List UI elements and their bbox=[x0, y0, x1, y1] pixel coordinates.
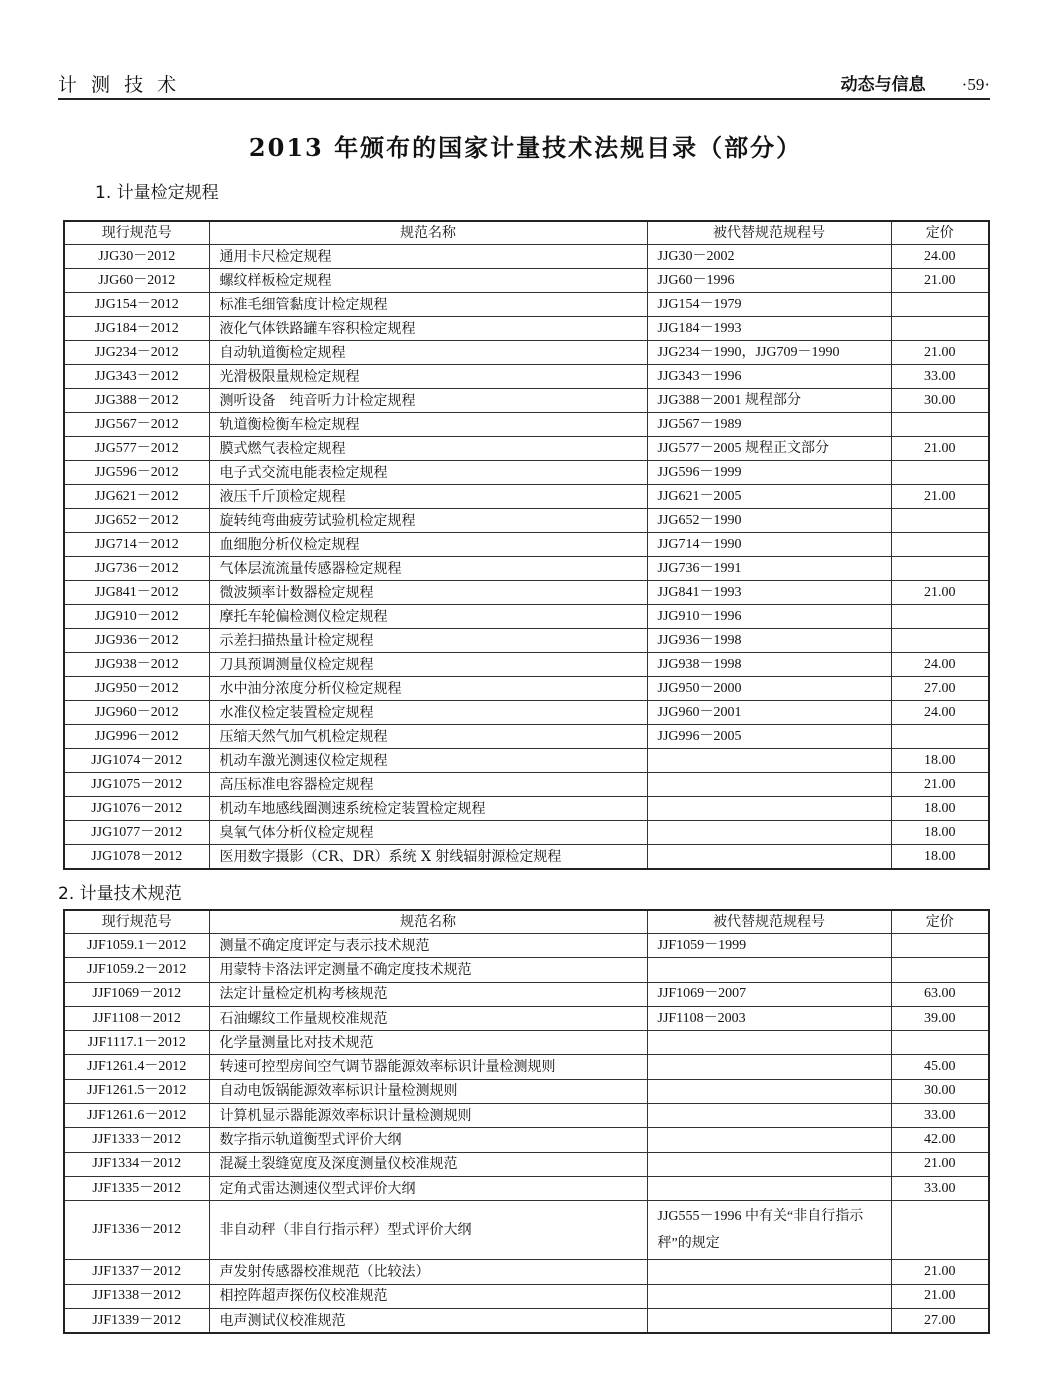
cell-code: JJG950－2012 bbox=[64, 677, 209, 701]
cell-code: JJG841－2012 bbox=[64, 581, 209, 605]
table-row bbox=[64, 581, 989, 605]
cell-price: 21.00 bbox=[891, 581, 989, 605]
cell-code: JJG30－2012 bbox=[64, 245, 209, 269]
table-row bbox=[64, 845, 989, 870]
cell-name: 自动电饭锅能源效率标识计量检测规则 bbox=[209, 1079, 647, 1103]
cell-price bbox=[891, 629, 989, 653]
cell-name: 压缩天然气加气机检定规程 bbox=[209, 725, 647, 749]
table-row bbox=[64, 677, 989, 701]
cell-code: JJF1335－2012 bbox=[64, 1176, 209, 1200]
cell-price: 21.00 bbox=[891, 437, 989, 461]
cell-name: 轨道衡检衡车检定规程 bbox=[209, 413, 647, 437]
cell-replaced: JJG555－1996 中有关“非自行指示秤”的规定 bbox=[647, 1201, 891, 1260]
cell-price: 24.00 bbox=[891, 653, 989, 677]
cell-code: JJF1337－2012 bbox=[64, 1260, 209, 1284]
cell-code: JJG154－2012 bbox=[64, 293, 209, 317]
table-row bbox=[64, 982, 989, 1006]
cell-price bbox=[891, 533, 989, 557]
table-row bbox=[64, 485, 989, 509]
cell-code: JJG1078－2012 bbox=[64, 845, 209, 870]
table-row bbox=[64, 341, 989, 365]
cell-name: 水准仪检定装置检定规程 bbox=[209, 701, 647, 725]
cell-code: JJG234－2012 bbox=[64, 341, 209, 365]
table-row bbox=[64, 1308, 989, 1333]
col-header-code: 现行规范号 bbox=[64, 910, 209, 934]
cell-replaced bbox=[647, 958, 891, 982]
cell-code: JJG996－2012 bbox=[64, 725, 209, 749]
cell-name: 声发射传感器校准规范（比较法） bbox=[209, 1260, 647, 1284]
cell-name: 测听设备 纯音听力计检定规程 bbox=[209, 389, 647, 413]
cell-price bbox=[891, 509, 989, 533]
cell-name: 膜式燃气表检定规程 bbox=[209, 437, 647, 461]
cell-code: JJG1076－2012 bbox=[64, 797, 209, 821]
cell-replaced: JJG577－2005 规程正文部分 bbox=[647, 437, 891, 461]
cell-price bbox=[891, 605, 989, 629]
cell-replaced: JJG60－1996 bbox=[647, 269, 891, 293]
table-row bbox=[64, 269, 989, 293]
cell-price: 18.00 bbox=[891, 821, 989, 845]
cell-price: 33.00 bbox=[891, 1104, 989, 1128]
cell-price: 33.00 bbox=[891, 365, 989, 389]
cell-replaced: JJG960－2001 bbox=[647, 701, 891, 725]
cell-code: JJG910－2012 bbox=[64, 605, 209, 629]
table-header-row bbox=[64, 910, 989, 934]
page-number: ·59· bbox=[961, 75, 990, 94]
table-row bbox=[64, 797, 989, 821]
table-row bbox=[64, 413, 989, 437]
cell-replaced: JJG652－1990 bbox=[647, 509, 891, 533]
table-row bbox=[64, 821, 989, 845]
cell-replaced bbox=[647, 1128, 891, 1152]
cell-name: 数字指示轨道衡型式评价大纲 bbox=[209, 1128, 647, 1152]
cell-price: 45.00 bbox=[891, 1055, 989, 1079]
cell-replaced: JJG936－1998 bbox=[647, 629, 891, 653]
cell-code: JJG567－2012 bbox=[64, 413, 209, 437]
cell-name: 计算机显示器能源效率标识计量检测规则 bbox=[209, 1104, 647, 1128]
cell-price: 24.00 bbox=[891, 701, 989, 725]
table-row bbox=[64, 1006, 989, 1030]
cell-replaced: JJF1108－2003 bbox=[647, 1006, 891, 1030]
cell-code: JJG1077－2012 bbox=[64, 821, 209, 845]
cell-price bbox=[891, 1031, 989, 1055]
running-header bbox=[58, 70, 990, 96]
cell-code: JJF1059.1－2012 bbox=[64, 934, 209, 958]
cell-replaced: JJG938－1998 bbox=[647, 653, 891, 677]
cell-code: JJG1075－2012 bbox=[64, 773, 209, 797]
cell-replaced: JJG30－2002 bbox=[647, 245, 891, 269]
col-header-name: 规范名称 bbox=[209, 221, 647, 245]
cell-replaced: JJG910－1996 bbox=[647, 605, 891, 629]
cell-replaced bbox=[647, 821, 891, 845]
table-row bbox=[64, 958, 989, 982]
cell-price: 21.00 bbox=[891, 1152, 989, 1176]
cell-replaced bbox=[647, 1176, 891, 1200]
cell-name: 定角式雷达测速仪型式评价大纲 bbox=[209, 1176, 647, 1200]
table-row bbox=[64, 1079, 989, 1103]
table-row bbox=[64, 389, 989, 413]
page-title: 2013 年颁布的国家计量技术法规目录（部分） bbox=[248, 133, 803, 162]
table-row bbox=[64, 365, 989, 389]
cell-replaced: JJF1069－2007 bbox=[647, 982, 891, 1006]
cell-code: JJG388－2012 bbox=[64, 389, 209, 413]
cell-code: JJF1108－2012 bbox=[64, 1006, 209, 1030]
cell-replaced: JJG596－1999 bbox=[647, 461, 891, 485]
table-row bbox=[64, 1284, 989, 1308]
verification-regulations-table bbox=[63, 220, 990, 870]
cell-code: JJF1261.6－2012 bbox=[64, 1104, 209, 1128]
cell-name: 通用卡尺检定规程 bbox=[209, 245, 647, 269]
cell-replaced bbox=[647, 1152, 891, 1176]
table-row bbox=[64, 533, 989, 557]
cell-replaced bbox=[647, 1031, 891, 1055]
cell-code: JJF1338－2012 bbox=[64, 1284, 209, 1308]
cell-name: 液化气体铁路罐车容积检定规程 bbox=[209, 317, 647, 341]
cell-code: JJF1333－2012 bbox=[64, 1128, 209, 1152]
cell-price bbox=[891, 934, 989, 958]
cell-code: JJG577－2012 bbox=[64, 437, 209, 461]
cell-price: 21.00 bbox=[891, 1284, 989, 1308]
cell-replaced: JJG567－1989 bbox=[647, 413, 891, 437]
table-body bbox=[64, 245, 989, 870]
cell-price: 30.00 bbox=[891, 1079, 989, 1103]
cell-code: JJF1059.2－2012 bbox=[64, 958, 209, 982]
cell-name: 高压标准电容器检定规程 bbox=[209, 773, 647, 797]
table-row bbox=[64, 749, 989, 773]
cell-replaced: JJG950－2000 bbox=[647, 677, 891, 701]
cell-code: JJG652－2012 bbox=[64, 509, 209, 533]
cell-replaced: JJG388－2001 规程部分 bbox=[647, 389, 891, 413]
table-row bbox=[64, 701, 989, 725]
cell-code: JJG714－2012 bbox=[64, 533, 209, 557]
cell-replaced: JJG154－1979 bbox=[647, 293, 891, 317]
cell-price bbox=[891, 293, 989, 317]
section-heading-technical: 2. 计量技术规范 bbox=[58, 884, 182, 904]
cell-name: 测量不确定度评定与表示技术规范 bbox=[209, 934, 647, 958]
cell-name: 电子式交流电能表检定规程 bbox=[209, 461, 647, 485]
cell-price: 18.00 bbox=[891, 749, 989, 773]
cell-name: 医用数字摄影（CR、DR）系统 X 射线辐射源检定规程 bbox=[209, 845, 647, 870]
col-header-price: 定价 bbox=[891, 910, 989, 934]
cell-code: JJF1117.1－2012 bbox=[64, 1031, 209, 1055]
cell-price: 21.00 bbox=[891, 269, 989, 293]
cell-name: 转速可控型房间空气调节器能源效率标识计量检测规则 bbox=[209, 1055, 647, 1079]
cell-name: 法定计量检定机构考核规范 bbox=[209, 982, 647, 1006]
cell-code: JJG1074－2012 bbox=[64, 749, 209, 773]
technical-specifications-table bbox=[63, 909, 990, 1334]
table-row bbox=[64, 1152, 989, 1176]
cell-code: JJF1334－2012 bbox=[64, 1152, 209, 1176]
cell-code: JJF1261.4－2012 bbox=[64, 1055, 209, 1079]
table-row bbox=[64, 1128, 989, 1152]
table-row bbox=[64, 653, 989, 677]
cell-price: 33.00 bbox=[891, 1176, 989, 1200]
section-name: 动态与信息 bbox=[840, 75, 926, 95]
cell-replaced: JJG621－2005 bbox=[647, 485, 891, 509]
cell-replaced bbox=[647, 1055, 891, 1079]
cell-replaced: JJG343－1996 bbox=[647, 365, 891, 389]
cell-name: 非自动秤（非自行指示秤）型式评价大纲 bbox=[209, 1201, 647, 1260]
table-row bbox=[64, 509, 989, 533]
cell-name: 混凝土裂缝宽度及深度测量仪校准规范 bbox=[209, 1152, 647, 1176]
cell-name: 机动车地感线圈测速系统检定装置检定规程 bbox=[209, 797, 647, 821]
cell-name: 液压千斤顶检定规程 bbox=[209, 485, 647, 509]
header-rule bbox=[58, 98, 990, 100]
cell-code: JJG343－2012 bbox=[64, 365, 209, 389]
cell-price: 18.00 bbox=[891, 797, 989, 821]
cell-replaced bbox=[647, 1284, 891, 1308]
table-row bbox=[64, 934, 989, 958]
cell-code: JJG60－2012 bbox=[64, 269, 209, 293]
cell-code: JJF1336－2012 bbox=[64, 1201, 209, 1260]
table-row bbox=[64, 605, 989, 629]
cell-name: 机动车激光测速仪检定规程 bbox=[209, 749, 647, 773]
cell-name: 示差扫描热量计检定规程 bbox=[209, 629, 647, 653]
table-row bbox=[64, 293, 989, 317]
cell-code: JJF1261.5－2012 bbox=[64, 1079, 209, 1103]
cell-replaced bbox=[647, 845, 891, 870]
cell-name: 臭氧气体分析仪检定规程 bbox=[209, 821, 647, 845]
table-row bbox=[64, 1104, 989, 1128]
col-header-name: 规范名称 bbox=[209, 910, 647, 934]
col-header-replaced: 被代替规范规程号 bbox=[647, 221, 891, 245]
table-row bbox=[64, 437, 989, 461]
cell-code: JJF1069－2012 bbox=[64, 982, 209, 1006]
cell-name: 标准毛细管黏度计检定规程 bbox=[209, 293, 647, 317]
cell-replaced: JJG996－2005 bbox=[647, 725, 891, 749]
cell-replaced: JJF1059－1999 bbox=[647, 934, 891, 958]
cell-price: 30.00 bbox=[891, 389, 989, 413]
table-row bbox=[64, 245, 989, 269]
cell-price bbox=[891, 725, 989, 749]
cell-price: 63.00 bbox=[891, 982, 989, 1006]
section-heading-verification: 1. 计量检定规程 bbox=[95, 183, 219, 203]
cell-replaced bbox=[647, 773, 891, 797]
table-row bbox=[64, 1260, 989, 1284]
cell-name: 螺纹样板检定规程 bbox=[209, 269, 647, 293]
cell-name: 摩托车轮偏检测仪检定规程 bbox=[209, 605, 647, 629]
cell-name: 石油螺纹工作量规校准规范 bbox=[209, 1006, 647, 1030]
cell-name: 用蒙特卡洛法评定测量不确定度技术规范 bbox=[209, 958, 647, 982]
table-row bbox=[64, 461, 989, 485]
cell-code: JJG960－2012 bbox=[64, 701, 209, 725]
cell-price bbox=[891, 317, 989, 341]
col-header-code: 现行规范号 bbox=[64, 221, 209, 245]
cell-replaced: JJG736－1991 bbox=[647, 557, 891, 581]
table-row bbox=[64, 317, 989, 341]
journal-name: 计 测 技 术 bbox=[58, 74, 181, 96]
cell-name: 光滑极限量规检定规程 bbox=[209, 365, 647, 389]
table-row bbox=[64, 1176, 989, 1200]
cell-replaced bbox=[647, 749, 891, 773]
cell-price bbox=[891, 557, 989, 581]
table-row bbox=[64, 1201, 989, 1260]
cell-replaced: JJG841－1993 bbox=[647, 581, 891, 605]
cell-name: 水中油分浓度分析仪检定规程 bbox=[209, 677, 647, 701]
cell-code: JJG936－2012 bbox=[64, 629, 209, 653]
table-body bbox=[64, 934, 989, 1334]
cell-price bbox=[891, 958, 989, 982]
cell-replaced bbox=[647, 1308, 891, 1333]
cell-price: 21.00 bbox=[891, 485, 989, 509]
cell-replaced: JJG234－1990，JJG709－1990 bbox=[647, 341, 891, 365]
cell-name: 气体层流流量传感器检定规程 bbox=[209, 557, 647, 581]
cell-code: JJG621－2012 bbox=[64, 485, 209, 509]
cell-price: 21.00 bbox=[891, 341, 989, 365]
cell-name: 相控阵超声探伤仪校准规范 bbox=[209, 1284, 647, 1308]
cell-price: 27.00 bbox=[891, 1308, 989, 1333]
table-header-row bbox=[64, 221, 989, 245]
table-row bbox=[64, 773, 989, 797]
cell-replaced bbox=[647, 1079, 891, 1103]
table-row bbox=[64, 557, 989, 581]
cell-name: 刀具预调测量仪检定规程 bbox=[209, 653, 647, 677]
cell-replaced: JJG714－1990 bbox=[647, 533, 891, 557]
table-row bbox=[64, 1055, 989, 1079]
cell-price: 21.00 bbox=[891, 773, 989, 797]
cell-price: 42.00 bbox=[891, 1128, 989, 1152]
cell-price bbox=[891, 1201, 989, 1260]
cell-price: 24.00 bbox=[891, 245, 989, 269]
cell-code: JJG736－2012 bbox=[64, 557, 209, 581]
cell-replaced: JJG184－1993 bbox=[647, 317, 891, 341]
cell-replaced bbox=[647, 1104, 891, 1128]
cell-name: 旋转纯弯曲疲劳试验机检定规程 bbox=[209, 509, 647, 533]
cell-name: 化学量测量比对技术规范 bbox=[209, 1031, 647, 1055]
cell-code: JJG938－2012 bbox=[64, 653, 209, 677]
cell-name: 电声测试仪校准规范 bbox=[209, 1308, 647, 1333]
cell-code: JJG184－2012 bbox=[64, 317, 209, 341]
cell-price bbox=[891, 461, 989, 485]
cell-name: 微波频率计数器检定规程 bbox=[209, 581, 647, 605]
cell-code: JJG596－2012 bbox=[64, 461, 209, 485]
table-row bbox=[64, 629, 989, 653]
cell-code: JJF1339－2012 bbox=[64, 1308, 209, 1333]
cell-name: 自动轨道衡检定规程 bbox=[209, 341, 647, 365]
cell-replaced bbox=[647, 1260, 891, 1284]
cell-price: 39.00 bbox=[891, 1006, 989, 1030]
cell-replaced bbox=[647, 797, 891, 821]
cell-price: 27.00 bbox=[891, 677, 989, 701]
col-header-price: 定价 bbox=[891, 221, 989, 245]
cell-name: 血细胞分析仪检定规程 bbox=[209, 533, 647, 557]
cell-price bbox=[891, 413, 989, 437]
table-row bbox=[64, 725, 989, 749]
header-right bbox=[841, 70, 990, 95]
cell-price: 21.00 bbox=[891, 1260, 989, 1284]
col-header-replaced: 被代替规范规程号 bbox=[647, 910, 891, 934]
cell-price: 18.00 bbox=[891, 845, 989, 870]
table-row bbox=[64, 1031, 989, 1055]
